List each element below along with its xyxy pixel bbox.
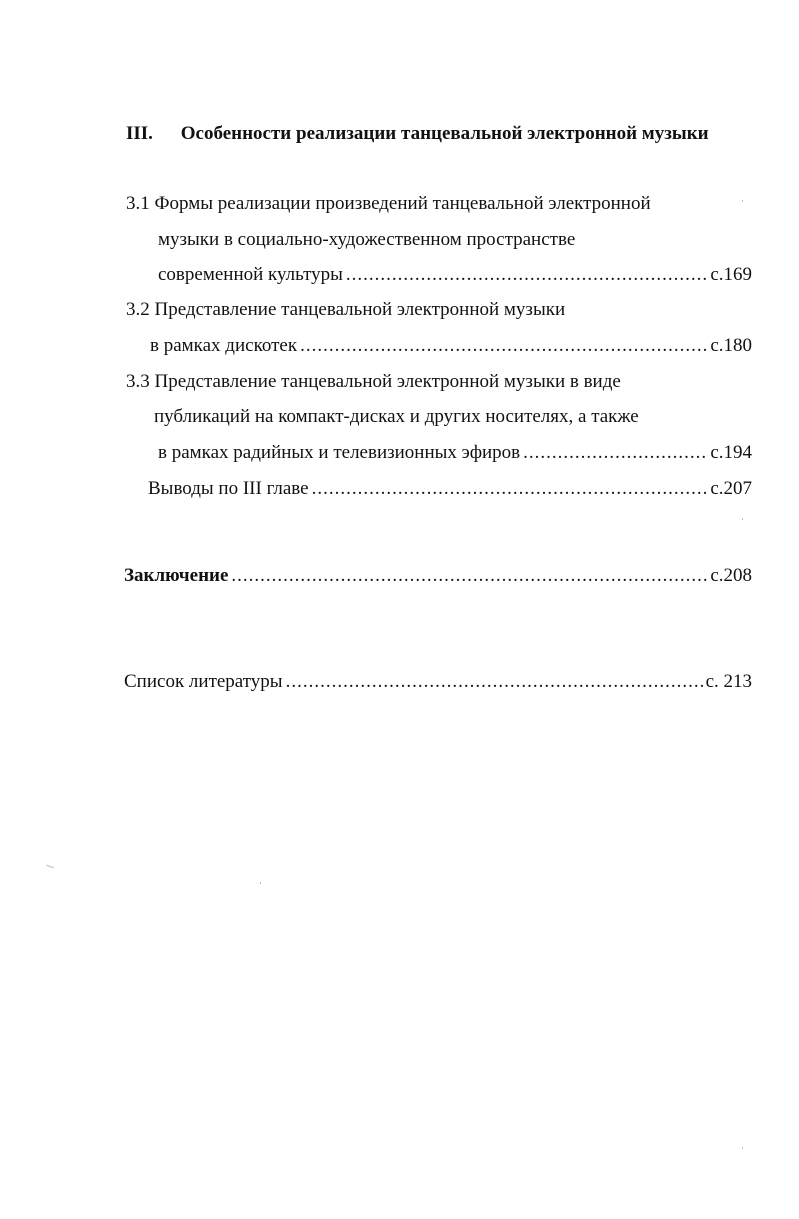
- toc-page-number: с.207: [710, 478, 752, 499]
- chapter-number: III.: [126, 123, 153, 144]
- toc-entry-3-1-line1: 3.1 Формы реализации произведений танцевальной электронной: [126, 193, 651, 214]
- toc-entry-3-3-line3: в рамках радийных и телевизионных эфиров: [158, 442, 521, 463]
- toc-page-number: с.208: [710, 565, 752, 586]
- toc-page-number: с.169: [710, 264, 752, 285]
- toc-entry-3-2-line1: 3.2 Представление танцевальной электронной музыки: [126, 299, 566, 320]
- toc-entry-3-1-line2: музыки в социально-художественном пространстве: [158, 229, 576, 250]
- toc-entry-3-2[interactable]: [150, 334, 752, 358]
- scan-speck: [260, 882, 261, 884]
- toc-page-number: с. 213: [705, 671, 752, 692]
- chapter-title: Особенности реализации танцевальной электронной музыки: [180, 123, 709, 144]
- leader-dots: [312, 477, 708, 501]
- toc-entry-3-2-line2: в рамках дискотек: [150, 335, 298, 356]
- scan-speck: [742, 518, 743, 520]
- toc-entry-3-3-line1: 3.3 Представление танцевальной электронной музыки в виде: [126, 371, 621, 392]
- toc-entry-final-conclusion[interactable]: [124, 564, 752, 588]
- toc-entry-bibliography[interactable]: [124, 670, 752, 694]
- leader-dots: [523, 441, 707, 465]
- scan-speck: [742, 200, 743, 202]
- toc-entry-3-3-line2: публикаций на компакт-дисках и других носителях, а также: [154, 406, 639, 427]
- leader-dots: [286, 670, 703, 694]
- toc-entry-3-1-line3: современной культуры: [158, 264, 343, 285]
- leader-dots: [346, 263, 707, 287]
- toc-entry-3-3[interactable]: [158, 441, 752, 465]
- toc-entry-final-conclusion-label: Заключение: [124, 565, 229, 586]
- toc-entry-conclusions-label: Выводы по III главе: [148, 478, 309, 499]
- scan-speck: [742, 1147, 743, 1149]
- toc-entry-bibliography-label: Список литературы: [124, 671, 283, 692]
- leader-dots: [300, 334, 707, 358]
- toc-entry-3-1[interactable]: [158, 263, 752, 287]
- toc-page-number: с.180: [710, 335, 752, 356]
- scan-speck: [46, 865, 54, 869]
- leader-dots: [231, 564, 707, 588]
- toc-entry-conclusions[interactable]: [148, 477, 752, 501]
- toc-page-number: с.194: [710, 442, 752, 463]
- chapter-heading: [126, 122, 709, 146]
